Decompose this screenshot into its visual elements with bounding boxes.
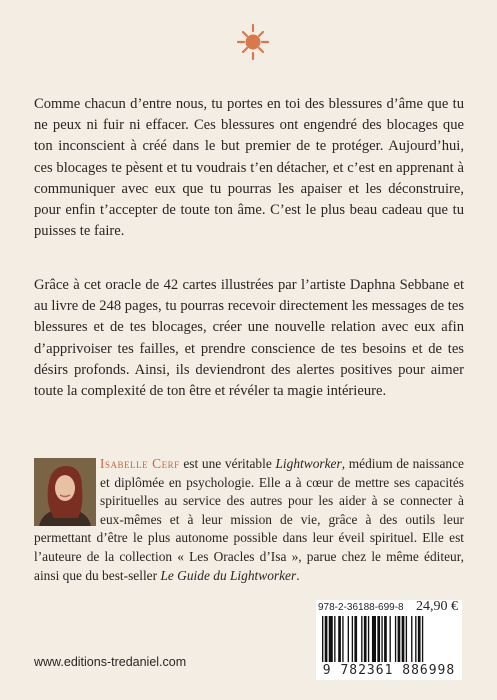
price-label: 24,90 €	[416, 599, 458, 614]
barcode-icon	[322, 616, 458, 662]
paragraph-intro: Comme chacun d’entre nous, tu portes en toi des blessures d’âme que tu ne peux ni fuir ni effacer. Ces blessures ont engendré des blocages que ton inconscient à créé dans le but premier de te protéger. Aujourd’hui, ces blocages te pèsent et tu voudrais t’en détacher, et c’est en apprenant à communiquer avec eux que tu pourras les apaiser et les déconstruire, pour enfin t’accepter de toute ton âme. C’est le plus beau cadeau que tu puisses te faire.	[34, 96, 464, 240]
isbn-number: 978-2-36188-699-8	[318, 602, 404, 613]
publisher-website: www.editions-tredaniel.com	[34, 655, 187, 669]
isbn-barcode-block	[316, 600, 462, 680]
paragraph-oracle: Grâce à cet oracle de 42 cartes illustrées par l’artiste Daphna Sebbane et au livre de 248 pages, tu pourras recevoir directement les messages de tes blessures et de tes blocages, créer une nouvelle relation avec eux afin d’apprivoiser tes failles, et prendre conscience de tes besoins et de tes désirs profonds. Ainsi, ils deviendront des alertes positives pour aimer toute la complexité de ton être et révéler ta magie intérieure.	[34, 277, 464, 400]
moon-sun-icon	[221, 22, 275, 66]
author-bio: Isabelle Cerf est une véritable Lightworker, médium de naissance et diplômée en psychologie. Elle a à cœur de mettre ses capacités spirituelles au service des autres pour les aider à se connecter à eux-mêmes et à leur mission de vie, grâce à des outils leur permettant d’être le plus autonome possible dans leur éveil spirituel. Elle est l’auteure de la collection « Les Oracles d’Isa », parue chez le même éditeur, ainsi que du best-seller Le Guide du Lightworker.	[34, 456, 464, 583]
author-name: Isabelle Cerf	[100, 456, 180, 471]
barcode-digits: 9 782361 886998	[322, 663, 456, 678]
